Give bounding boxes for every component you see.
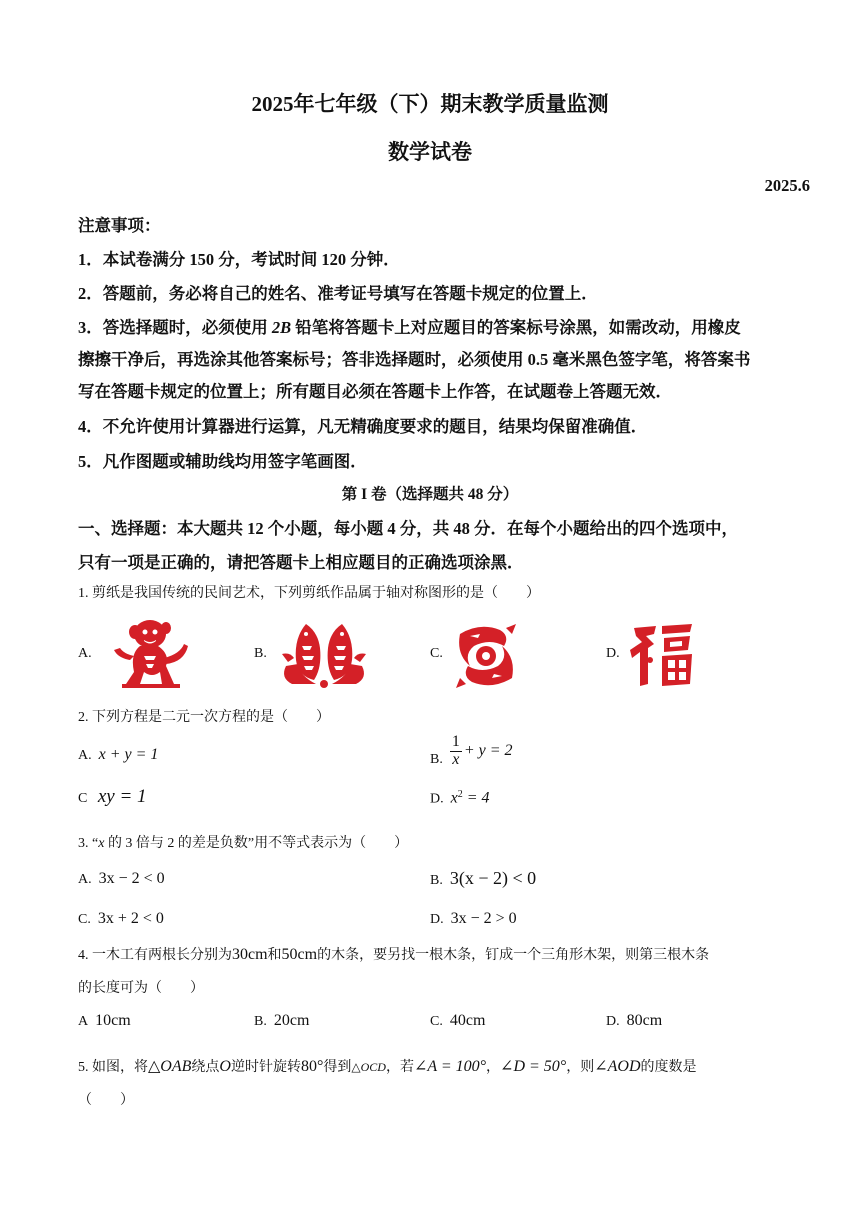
q2-option-c: C xy = 1	[78, 786, 147, 807]
exam-title: 2025年七年级（下）期末教学质量监测	[251, 92, 609, 116]
notes-heading: 注意事项：	[78, 216, 161, 235]
exam-subtitle: 数学试卷	[388, 140, 472, 164]
q3-option-b: B. 3(x − 2) < 0	[430, 868, 537, 888]
section-instructions-line-2: 只有一项是正确的，请把答题卡上相应题目的正确选项涂黑．	[78, 553, 524, 572]
note-3-line-2: 擦擦干净后，再选涂其他答案标号；答非选择题时，必须使用 0.5 毫米黑色签字笔，将答案书	[78, 350, 751, 369]
question-4-stem-line-1: 4. 一木工有两根长分别为30cm和50cm的木条，要另找一根木条，钉成一个三角形木架，则第三根木条	[78, 946, 710, 963]
q4-option-b: B. 20cm	[254, 1012, 310, 1029]
question-5-stem-line-1: 5. 如图，将△OAB绕点O逆时针旋转80°得到△OCD，若∠A = 100°，∠D = 50°，则∠AOD的度数是	[78, 1058, 697, 1075]
monkey-papercut-icon	[100, 614, 192, 692]
question-1-stem: 1. 剪纸是我国传统的民间艺术，下列剪纸作品属于轴对称图形的是（ ）	[78, 586, 540, 601]
note-4: 4．不允许使用计算器进行运算，凡无精确度要求的题目，结果均保留准确值．	[78, 417, 648, 436]
swirl-fish-papercut-icon	[450, 620, 522, 692]
question-4-stem-line-2: 的长度可为（ ）	[78, 981, 204, 996]
q4-option-a: A 10cm	[78, 1012, 131, 1029]
question-5-stem-line-2: （ ）	[78, 1093, 134, 1108]
question-3-stem: 3. “x 的 3 倍与 2 的差是负数”用不等式表示为（ ）	[78, 836, 409, 851]
q1-option-a-label: A.	[78, 646, 92, 661]
fu-character-papercut-icon	[628, 620, 696, 690]
q4-option-d: D. 80cm	[606, 1012, 663, 1029]
note-2: 2．答题前，务必将自己的姓名、准考证号填写在答题卡规定的位置上．	[78, 284, 598, 303]
q3-option-a: A. 3x − 2 < 0	[78, 870, 165, 887]
q2-option-d: D. $x^2 = 4$	[430, 789, 490, 807]
q1-option-d-label: D.	[606, 646, 620, 661]
q1-option-c-label: C.	[430, 646, 443, 661]
question-2-stem: 2. 下列方程是二元一次方程的是（ ）	[78, 710, 330, 725]
q1-option-b-label: B.	[254, 646, 267, 661]
section-instructions-line-1: 一、选择题：本大题共 12 个小题，每小题 4 分，共 48 分．在每个小题给出的四个选项中，	[78, 519, 738, 538]
note-3-line-1: 3．答选择题时，必须使用 2B 铅笔将答题卡上对应题目的答案标号涂黑，如需改动，用橡皮	[78, 318, 741, 337]
note-3-line-3: 写在答题卡规定的位置上；所有题目必须在答题卡上作答，在试题卷上答题无效．	[78, 382, 672, 401]
twin-fish-papercut-icon	[276, 618, 372, 690]
q4-option-c: C. 40cm	[430, 1012, 486, 1029]
q2-option-a: A. x + y = 1	[78, 746, 159, 763]
exam-date: 2025.6	[764, 176, 810, 195]
q2-option-a-expr: x + y = 1	[98, 746, 159, 763]
q2-option-b: B. $\frac{1}{x}$ + y = 2	[430, 733, 513, 768]
section-heading: 第 I 卷（选择题共 48 分）	[341, 486, 519, 503]
note-1: 1．本试卷满分 150 分，考试时间 120 分钟．	[78, 250, 400, 269]
q3-option-c: C. 3x + 2 < 0	[78, 910, 164, 927]
note-5: 5．凡作图题或辅助线均用签字笔画图．	[78, 452, 367, 471]
q3-option-d: D. 3x − 2 > 0	[430, 910, 517, 927]
